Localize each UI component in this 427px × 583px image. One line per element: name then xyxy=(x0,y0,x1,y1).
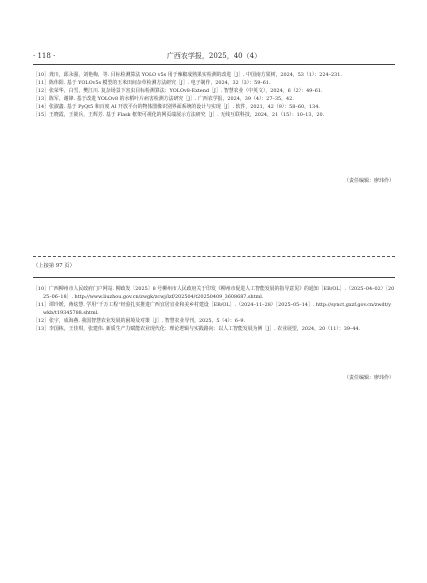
page-header xyxy=(33,50,395,62)
reference-item: ［10］广西柳州市人民政府门户网站. 柳政发〔2025〕8 号柳州市人民政府关于印发《柳州市促进人工智能发展的指导意见》的通知［EB/OL］.（2025–04–02）［2025–06–18］. http://www.liuzhou.gov.cn/zwgk/zcwj/lzf/202504/t20250409_3608687.shtml. xyxy=(33,286,395,300)
reference-item: ［14］张淑鑫. 基于 PyQt5 和百度 AI 开放平台的物体图像识别界面系统的设计与实现［J］. 软件，2021，42（9）：58–60，134. xyxy=(33,103,320,110)
reference-item: ［10］龚川，邱永强，刘艳梅，等. 目标检测算法 YOLO v5s 用于辣椒成熟果实检测的改进［J］. 中国南方果树，2024，53（1）：224–231. xyxy=(33,72,342,78)
reference-item: ［12］张荣华，白雪，樊江川. 复杂场景下害虫目标检测算法：YOLOv8-Extend［J］. 智慧农业（中英文），2024，6（2）：49–61. xyxy=(33,87,323,94)
header-rule xyxy=(33,64,395,65)
reference-item: ［12］张宇，成海燕. 我国智慧农业发展的困境及对策［J］. 智慧农业导刊，2025，5（4）：6–9. xyxy=(33,317,246,324)
continued-from-note: （上接第 97 页） xyxy=(33,263,75,269)
page-number: · 118 · xyxy=(33,52,56,60)
journal-title: 广西农学报，2025，40（4） xyxy=(166,52,262,60)
reference-item: ［11］谭玲媛，蒋炫慧. 学用“千万工程”经验扎实推进广西宜居宜业和美乡村建设［EB/OL］.（2024–11–28）［2025–05–14］. http://synct.gxzf.gov.cn/zwdt/ywkb/t19345788.shtml. xyxy=(33,301,392,316)
reference-item: ［11］陈伟阳. 基于 YOLOv5s 模型的玉米田间杂草检测方法研究［J］. 电子制作，2024，32（3）：59–61. xyxy=(33,79,271,86)
reference-item: ［13］陈军，谢锋. 基于改进 YOLOv8 的水稻叶片病害检测方法研究［J］. 广西农学报，2024，39（4）：27–35，42. xyxy=(33,95,294,102)
reference-list-top xyxy=(33,72,395,119)
responsible-editor-top: （责任编辑：廖玮伶） xyxy=(343,178,394,184)
section-divider xyxy=(33,256,395,257)
reference-list-bottom xyxy=(33,286,395,333)
reference-item: ［15］王晓霞，王筱兵，王辉芳. 基于 Flask 框架可视化的网页端展示方法研究［J］. 无线互联科技，2024，21（15）：10–13，20. xyxy=(33,111,325,118)
section-rule xyxy=(33,277,395,278)
responsible-editor-bottom: （责任编辑：廖玮伶） xyxy=(343,375,394,381)
reference-item: ［13］李国栋，王佳琪，张建伟. 新质生产力赋能农业现代化：理论逻辑与实践路向：以人工智能发展为例［J］. 农业展望，2024，20（11）：39–44. xyxy=(33,325,361,332)
